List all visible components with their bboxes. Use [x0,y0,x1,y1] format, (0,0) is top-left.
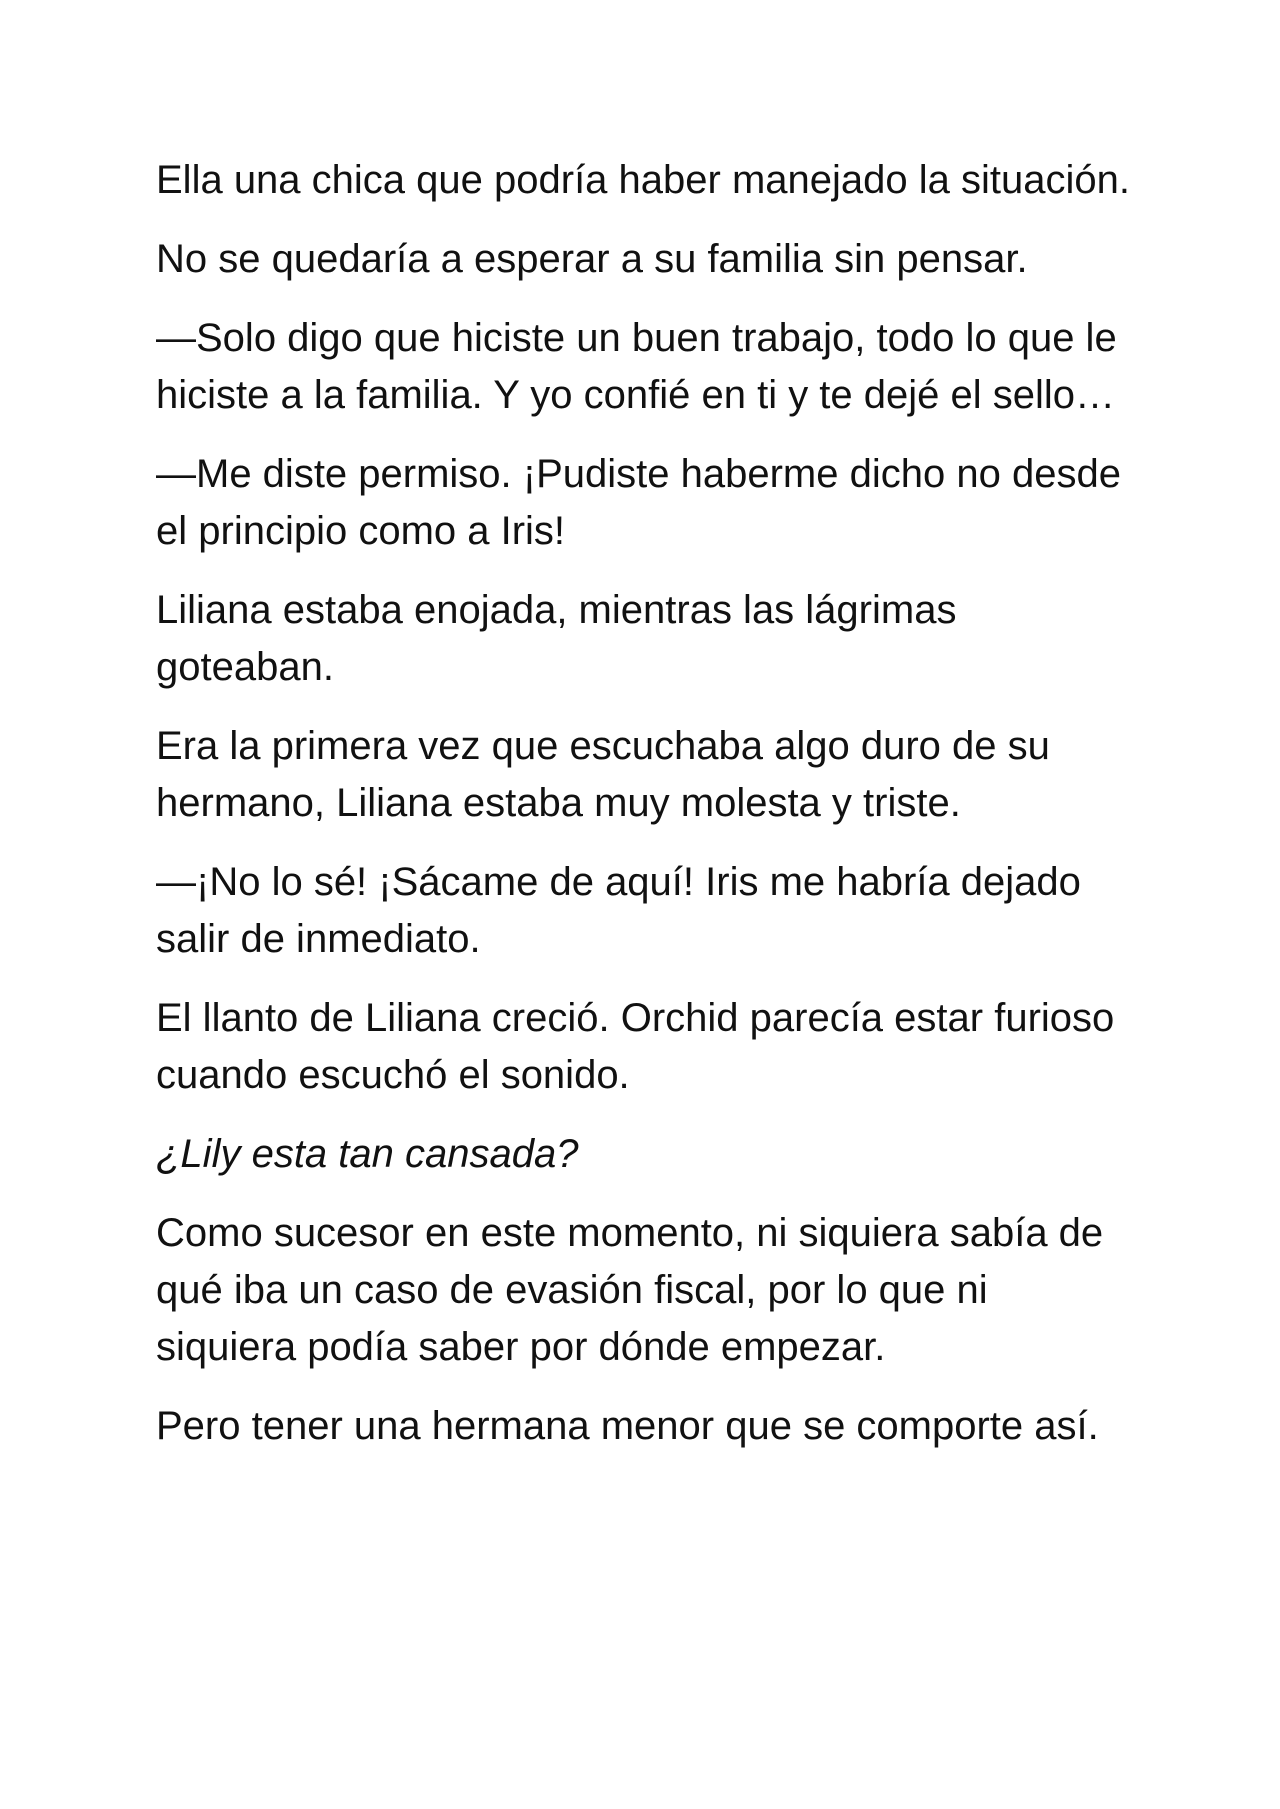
paragraph: El llanto de Liliana creció. Orchid parecía estar furioso cuando escuchó el sonido. [156,996,1115,1097]
paragraph: Era la primera vez que escuchaba algo duro de su hermano, Liliana estaba muy molesta y triste. [156,724,1050,825]
paragraph: —Solo digo que hiciste un buen trabajo, todo lo que le hiciste a la familia. Y yo confié en ti y te dejé el sello… [156,316,1117,417]
paragraph: —¡No lo sé! ¡Sácame de aquí! Iris me habría dejado salir de inmediato. [156,860,1081,961]
italic-thought-paragraph: ¿Lily esta tan cansada? [156,1132,579,1176]
paragraph: Como sucesor en este momento, ni siquiera sabía de qué iba un caso de evasión fiscal, por lo que ni siquiera podía saber por dónde empezar. [156,1211,1104,1369]
paragraph: Liliana estaba enojada, mientras las lágrimas goteaban. [156,588,957,689]
paragraph: Ella una chica que podría haber manejado la situación. [156,158,1130,202]
document-body [156,152,1136,1477]
paragraph: —Me diste permiso. ¡Pudiste haberme dicho no desde el principio como a Iris! [156,452,1121,553]
paragraph: No se quedaría a esperar a su familia sin pensar. [156,237,1028,281]
paragraph: Pero tener una hermana menor que se comporte así. [156,1404,1099,1448]
